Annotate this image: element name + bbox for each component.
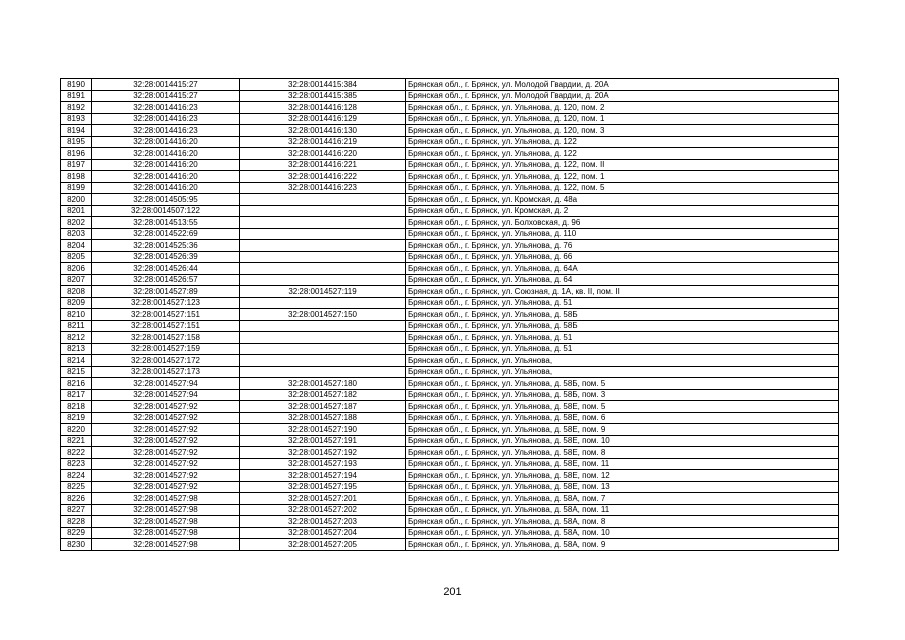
table-row <box>61 493 839 505</box>
land-cadastral-number-cell: 32:28:0014527:94 <box>92 389 240 401</box>
table-row <box>61 79 839 91</box>
object-cadastral-number-cell: 32:28:0014527:190 <box>240 424 406 436</box>
row-number-cell: 8224 <box>61 470 92 482</box>
table-row <box>61 171 839 183</box>
land-cadastral-number-cell: 32:28:0014527:98 <box>92 527 240 539</box>
object-cadastral-number-cell: 32:28:0014527:119 <box>240 286 406 298</box>
address-cell: Брянская обл., г. Брянск, ул. Кромская, д. 48а <box>406 194 839 206</box>
object-cadastral-number-cell <box>240 194 406 206</box>
land-cadastral-number-cell: 32:28:0014505:95 <box>92 194 240 206</box>
table-row <box>61 90 839 102</box>
address-cell: Брянская обл., г. Брянск, ул. Ульянова, д. 122 <box>406 148 839 160</box>
row-number-cell: 8209 <box>61 297 92 309</box>
table-row <box>61 516 839 528</box>
object-cadastral-number-cell: 32:28:0014416:130 <box>240 125 406 137</box>
object-cadastral-number-cell <box>240 332 406 344</box>
table-row <box>61 332 839 344</box>
table-row <box>61 424 839 436</box>
address-cell: Брянская обл., г. Брянск, ул. Ульянова, д. 64А <box>406 263 839 275</box>
object-cadastral-number-cell: 32:28:0014416:128 <box>240 102 406 114</box>
table-row <box>61 240 839 252</box>
row-number-cell: 8194 <box>61 125 92 137</box>
address-cell: Брянская обл., г. Брянск, ул. Ульянова, д. 58А, пом. 10 <box>406 527 839 539</box>
land-cadastral-number-cell: 32:28:0014527:92 <box>92 424 240 436</box>
row-number-cell: 8193 <box>61 113 92 125</box>
address-cell: Брянская обл., г. Брянск, ул. Ульянова, д. 66 <box>406 251 839 263</box>
row-number-cell: 8208 <box>61 286 92 298</box>
object-cadastral-number-cell: 32:28:0014527:194 <box>240 470 406 482</box>
object-cadastral-number-cell: 32:28:0014416:222 <box>240 171 406 183</box>
row-number-cell: 8201 <box>61 205 92 217</box>
land-cadastral-number-cell: 32:28:0014507:122 <box>92 205 240 217</box>
land-cadastral-number-cell: 32:28:0014416:20 <box>92 136 240 148</box>
table-row <box>61 297 839 309</box>
address-cell: Брянская обл., г. Брянск, ул. Ульянова, д. 122 <box>406 136 839 148</box>
land-cadastral-number-cell: 32:28:0014522:69 <box>92 228 240 240</box>
table-row <box>61 527 839 539</box>
address-cell: Брянская обл., г. Брянск, ул. Ульянова, д. 120, пом. 2 <box>406 102 839 114</box>
address-cell: Брянская обл., г. Брянск, ул. Ульянова, <box>406 355 839 367</box>
row-number-cell: 8204 <box>61 240 92 252</box>
table-row <box>61 481 839 493</box>
table-row <box>61 286 839 298</box>
land-cadastral-number-cell: 32:28:0014526:39 <box>92 251 240 263</box>
object-cadastral-number-cell: 32:28:0014527:205 <box>240 539 406 551</box>
row-number-cell: 8207 <box>61 274 92 286</box>
object-cadastral-number-cell: 32:28:0014527:195 <box>240 481 406 493</box>
address-cell: Брянская обл., г. Брянск, ул. Ульянова, д. 120, пом. 1 <box>406 113 839 125</box>
land-cadastral-number-cell: 32:28:0014527:123 <box>92 297 240 309</box>
table-row <box>61 343 839 355</box>
row-number-cell: 8190 <box>61 79 92 91</box>
address-cell: Брянская обл., г. Брянск, ул. Ульянова, д. 120, пом. 3 <box>406 125 839 137</box>
table-row <box>61 217 839 229</box>
register-table-body <box>61 79 839 551</box>
row-number-cell: 8225 <box>61 481 92 493</box>
address-cell: Брянская обл., г. Брянск, ул. Ульянова, д. 51 <box>406 332 839 344</box>
table-row <box>61 401 839 413</box>
land-cadastral-number-cell: 32:28:0014527:98 <box>92 516 240 528</box>
address-cell: Брянская обл., г. Брянск, ул. Ульянова, д. 58А, пом. 9 <box>406 539 839 551</box>
object-cadastral-number-cell: 32:28:0014416:219 <box>240 136 406 148</box>
row-number-cell: 8220 <box>61 424 92 436</box>
object-cadastral-number-cell: 32:28:0014527:202 <box>240 504 406 516</box>
table-row <box>61 274 839 286</box>
table-row <box>61 251 839 263</box>
row-number-cell: 8196 <box>61 148 92 160</box>
table-row <box>61 148 839 160</box>
row-number-cell: 8200 <box>61 194 92 206</box>
table-row <box>61 458 839 470</box>
land-cadastral-number-cell: 32:28:0014415:27 <box>92 90 240 102</box>
row-number-cell: 8230 <box>61 539 92 551</box>
address-cell: Брянская обл., г. Брянск, ул. Ульянова, д. 58А, пом. 8 <box>406 516 839 528</box>
object-cadastral-number-cell: 32:28:0014415:384 <box>240 79 406 91</box>
object-cadastral-number-cell <box>240 217 406 229</box>
land-cadastral-number-cell: 32:28:0014527:92 <box>92 481 240 493</box>
property-register-table <box>60 78 839 551</box>
row-number-cell: 8216 <box>61 378 92 390</box>
address-cell: Брянская обл., г. Брянск, ул. Ульянова, д. 51 <box>406 343 839 355</box>
row-number-cell: 8218 <box>61 401 92 413</box>
address-cell: Брянская обл., г. Брянск, ул. Ульянова, д. 58Е, пом. 12 <box>406 470 839 482</box>
land-cadastral-number-cell: 32:28:0014416:23 <box>92 113 240 125</box>
address-cell: Брянская обл., г. Брянск, ул. Союзная, д. 1А, кв. II, пом. II <box>406 286 839 298</box>
land-cadastral-number-cell: 32:28:0014526:44 <box>92 263 240 275</box>
page-number: 201 <box>443 586 462 598</box>
land-cadastral-number-cell: 32:28:0014416:23 <box>92 102 240 114</box>
row-number-cell: 8205 <box>61 251 92 263</box>
land-cadastral-number-cell: 32:28:0014527:92 <box>92 470 240 482</box>
row-number-cell: 8210 <box>61 309 92 321</box>
address-cell: Брянская обл., г. Брянск, ул. Ульянова, д. 58А, пом. 11 <box>406 504 839 516</box>
table-row <box>61 366 839 378</box>
address-cell: Брянская обл., г. Брянск, ул. Ульянова, д. 58Е, пом. 10 <box>406 435 839 447</box>
land-cadastral-number-cell: 32:28:0014527:173 <box>92 366 240 378</box>
land-cadastral-number-cell: 32:28:0014527:92 <box>92 447 240 459</box>
object-cadastral-number-cell: 32:28:0014527:191 <box>240 435 406 447</box>
address-cell: Брянская обл., г. Брянск, ул. Ульянова, д. 51 <box>406 297 839 309</box>
table-row <box>61 309 839 321</box>
address-cell: Брянская обл., г. Брянск, ул. Ульянова, д. 122, пом. 5 <box>406 182 839 194</box>
address-cell: Брянская обл., г. Брянск, ул. Ульянова, д. 64 <box>406 274 839 286</box>
address-cell: Брянская обл., г. Брянск, ул. Ульянова, д. 58Б <box>406 320 839 332</box>
land-cadastral-number-cell: 32:28:0014415:27 <box>92 79 240 91</box>
table-row <box>61 125 839 137</box>
address-cell: Брянская обл., г. Брянск, ул. Ульянова, д. 58Е, пом. 5 <box>406 401 839 413</box>
object-cadastral-number-cell <box>240 343 406 355</box>
object-cadastral-number-cell: 32:28:0014527:182 <box>240 389 406 401</box>
row-number-cell: 8227 <box>61 504 92 516</box>
land-cadastral-number-cell: 32:28:0014416:20 <box>92 182 240 194</box>
object-cadastral-number-cell <box>240 240 406 252</box>
land-cadastral-number-cell: 32:28:0014527:158 <box>92 332 240 344</box>
object-cadastral-number-cell <box>240 251 406 263</box>
row-number-cell: 8219 <box>61 412 92 424</box>
address-cell: Брянская обл., г. Брянск, ул. Ульянова, д. 110 <box>406 228 839 240</box>
object-cadastral-number-cell <box>240 320 406 332</box>
land-cadastral-number-cell: 32:28:0014513:55 <box>92 217 240 229</box>
land-cadastral-number-cell: 32:28:0014527:159 <box>92 343 240 355</box>
address-cell: Брянская обл., г. Брянск, ул. Ульянова, д. 58Е, пом. 9 <box>406 424 839 436</box>
address-cell: Брянская обл., г. Брянск, ул. Ульянова, д. 58Б <box>406 309 839 321</box>
land-cadastral-number-cell: 32:28:0014527:92 <box>92 435 240 447</box>
row-number-cell: 8221 <box>61 435 92 447</box>
object-cadastral-number-cell <box>240 205 406 217</box>
table-row <box>61 102 839 114</box>
address-cell: Брянская обл., г. Брянск, ул. Ульянова, д. 76 <box>406 240 839 252</box>
row-number-cell: 8228 <box>61 516 92 528</box>
land-cadastral-number-cell: 32:28:0014527:98 <box>92 504 240 516</box>
land-cadastral-number-cell: 32:28:0014527:151 <box>92 320 240 332</box>
table-row <box>61 389 839 401</box>
object-cadastral-number-cell <box>240 297 406 309</box>
address-cell: Брянская обл., г. Брянск, ул. Кромская, д. 2 <box>406 205 839 217</box>
object-cadastral-number-cell: 32:28:0014527:203 <box>240 516 406 528</box>
table-row <box>61 320 839 332</box>
table-row <box>61 205 839 217</box>
land-cadastral-number-cell: 32:28:0014527:92 <box>92 401 240 413</box>
object-cadastral-number-cell: 32:28:0014527:187 <box>240 401 406 413</box>
land-cadastral-number-cell: 32:28:0014527:172 <box>92 355 240 367</box>
address-cell: Брянская обл., г. Брянск, ул. Ульянова, д. 58Е, пом. 6 <box>406 412 839 424</box>
land-cadastral-number-cell: 32:28:0014527:94 <box>92 378 240 390</box>
object-cadastral-number-cell: 32:28:0014416:129 <box>240 113 406 125</box>
row-number-cell: 8214 <box>61 355 92 367</box>
object-cadastral-number-cell <box>240 228 406 240</box>
object-cadastral-number-cell: 32:28:0014415:385 <box>240 90 406 102</box>
row-number-cell: 8217 <box>61 389 92 401</box>
row-number-cell: 8215 <box>61 366 92 378</box>
row-number-cell: 8203 <box>61 228 92 240</box>
table-row <box>61 470 839 482</box>
row-number-cell: 8198 <box>61 171 92 183</box>
land-cadastral-number-cell: 32:28:0014527:98 <box>92 493 240 505</box>
object-cadastral-number-cell <box>240 355 406 367</box>
row-number-cell: 8213 <box>61 343 92 355</box>
row-number-cell: 8192 <box>61 102 92 114</box>
object-cadastral-number-cell: 32:28:0014527:150 <box>240 309 406 321</box>
table-row <box>61 539 839 551</box>
object-cadastral-number-cell: 32:28:0014527:193 <box>240 458 406 470</box>
address-cell: Брянская обл., г. Брянск, ул. Ульянова, д. 122, пом. 1 <box>406 171 839 183</box>
object-cadastral-number-cell: 32:28:0014527:204 <box>240 527 406 539</box>
table-row <box>61 447 839 459</box>
table-row <box>61 136 839 148</box>
address-cell: Брянская обл., г. Брянск, ул. Молодой Гвардии, д. 20А <box>406 90 839 102</box>
table-row <box>61 159 839 171</box>
row-number-cell: 8202 <box>61 217 92 229</box>
address-cell: Брянская обл., г. Брянск, ул. Ульянова, <box>406 366 839 378</box>
object-cadastral-number-cell <box>240 366 406 378</box>
land-cadastral-number-cell: 32:28:0014416:23 <box>92 125 240 137</box>
row-number-cell: 8199 <box>61 182 92 194</box>
row-number-cell: 8206 <box>61 263 92 275</box>
address-cell: Брянская обл., г. Брянск, ул. Ульянова, д. 58Е, пом. 8 <box>406 447 839 459</box>
address-cell: Брянская обл., г. Брянск, ул. Ульянова, д. 122, пом. II <box>406 159 839 171</box>
table-row <box>61 182 839 194</box>
object-cadastral-number-cell: 32:28:0014527:180 <box>240 378 406 390</box>
address-cell: Брянская обл., г. Брянск, ул. Ульянова, д. 58Е, пом. 13 <box>406 481 839 493</box>
object-cadastral-number-cell: 32:28:0014416:220 <box>240 148 406 160</box>
row-number-cell: 8222 <box>61 447 92 459</box>
row-number-cell: 8229 <box>61 527 92 539</box>
table-row <box>61 378 839 390</box>
object-cadastral-number-cell: 32:28:0014416:223 <box>240 182 406 194</box>
row-number-cell: 8191 <box>61 90 92 102</box>
land-cadastral-number-cell: 32:28:0014416:20 <box>92 159 240 171</box>
row-number-cell: 8197 <box>61 159 92 171</box>
land-cadastral-number-cell: 32:28:0014416:20 <box>92 171 240 183</box>
row-number-cell: 8211 <box>61 320 92 332</box>
address-cell: Брянская обл., г. Брянск, ул. Ульянова, д. 58А, пом. 7 <box>406 493 839 505</box>
land-cadastral-number-cell: 32:28:0014527:98 <box>92 539 240 551</box>
land-cadastral-number-cell: 32:28:0014527:151 <box>92 309 240 321</box>
object-cadastral-number-cell: 32:28:0014527:188 <box>240 412 406 424</box>
table-row <box>61 228 839 240</box>
land-cadastral-number-cell: 32:28:0014526:57 <box>92 274 240 286</box>
land-cadastral-number-cell: 32:28:0014525:36 <box>92 240 240 252</box>
table-row <box>61 194 839 206</box>
land-cadastral-number-cell: 32:28:0014527:92 <box>92 412 240 424</box>
address-cell: Брянская обл., г. Брянск, ул. Болховская, д. 96 <box>406 217 839 229</box>
row-number-cell: 8195 <box>61 136 92 148</box>
object-cadastral-number-cell <box>240 274 406 286</box>
address-cell: Брянская обл., г. Брянск, ул. Ульянова, д. 58Б, пом. 3 <box>406 389 839 401</box>
row-number-cell: 8212 <box>61 332 92 344</box>
object-cadastral-number-cell: 32:28:0014527:201 <box>240 493 406 505</box>
address-cell: Брянская обл., г. Брянск, ул. Ульянова, д. 58Б, пом. 5 <box>406 378 839 390</box>
object-cadastral-number-cell: 32:28:0014527:192 <box>240 447 406 459</box>
table-row <box>61 412 839 424</box>
table-row <box>61 263 839 275</box>
address-cell: Брянская обл., г. Брянск, ул. Ульянова, д. 58Е, пом. 11 <box>406 458 839 470</box>
table-row <box>61 355 839 367</box>
land-cadastral-number-cell: 32:28:0014527:92 <box>92 458 240 470</box>
land-cadastral-number-cell: 32:28:0014416:20 <box>92 148 240 160</box>
row-number-cell: 8226 <box>61 493 92 505</box>
table-row <box>61 113 839 125</box>
object-cadastral-number-cell <box>240 263 406 275</box>
object-cadastral-number-cell: 32:28:0014416:221 <box>240 159 406 171</box>
address-cell: Брянская обл., г. Брянск, ул. Молодой Гвардии, д. 20А <box>406 79 839 91</box>
land-cadastral-number-cell: 32:28:0014527:89 <box>92 286 240 298</box>
table-row <box>61 435 839 447</box>
table-row <box>61 504 839 516</box>
row-number-cell: 8223 <box>61 458 92 470</box>
